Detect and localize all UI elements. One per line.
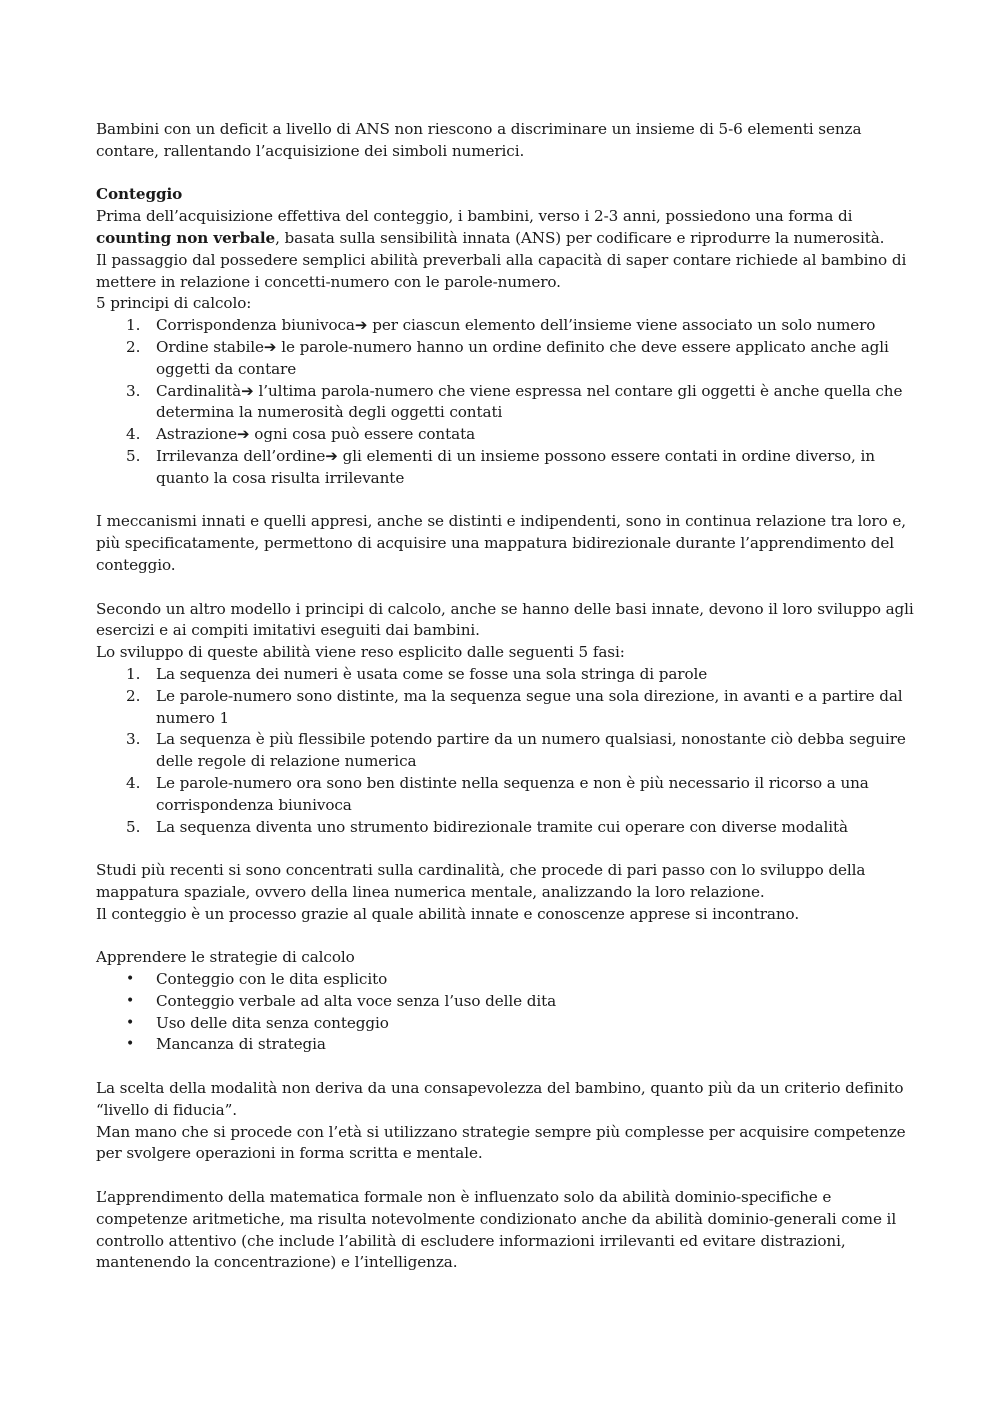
principi-list — [96, 315, 916, 489]
fasi-title: Lo sviluppo di queste abilità viene reso esplicito dalle seguenti 5 fasi: — [96, 643, 625, 662]
list-text: Astrazione➔ ogni cosa può essere contata — [156, 425, 476, 444]
list-text: Irrilevanza dell’ordine➔ gli elementi di un insieme possono essere contati in ordine diverso, in quanto la cosa risulta irrilevante — [156, 446, 875, 487]
paragraph-intro — [96, 206, 916, 250]
paragraph-scelta: La scelta della modalità non deriva da una consapevolezza del bambino, quanto più da un criterio definito “livello di fiducia”. — [96, 1079, 904, 1119]
list-number: 3. — [126, 381, 141, 400]
spacer — [96, 490, 916, 512]
fasi-list — [96, 664, 916, 838]
paragraph-studi: Studi più recenti si sono concentrati sulla cardinalità, che procede di pari passo con lo sviluppo della mappatura spaziale, ovvero della linea numerica mentale, analizzando la loro relazione. — [96, 861, 866, 901]
bullet-icon: • — [126, 971, 135, 988]
list-text: Le parole-numero ora sono ben distinte nella sequenza e non è più necessario il ricorso a una corrispondenza biunivoca — [156, 773, 869, 814]
list-text: Ordine stabile➔ le parole-numero hanno un ordine definito che deve essere applicato anche agli oggetti da contare — [156, 337, 889, 378]
list-item — [96, 315, 916, 337]
list-text: La sequenza dei numeri è usata come se fosse una sola stringa di parole — [156, 664, 708, 683]
paragraph-meccanismi: I meccanismi innati e quelli appresi, anche se distinti e indipendenti, sono in continua relazione tra loro e, più specificatamente, permettono di acquisire una mappatura bidirezionale durante l’apprendimento del conteggio. — [96, 512, 906, 574]
list-number: 2. — [126, 337, 141, 356]
list-number: 4. — [126, 425, 141, 444]
paragraph-modello: Secondo un altro modello i principi di calcolo, anche se hanno delle basi innate, devono il loro sviluppo agli esercizi e ai compiti imitativi eseguiti dai bambini. — [96, 599, 914, 640]
list-text: Cardinalità➔ l’ultima parola-numero che viene espressa nel contare gli oggetti è anche quella che determina la numerosità degli oggetti contati — [156, 381, 903, 422]
list-text: Le parole-numero sono distinte, ma la sequenza segue una sola direzione, in avanti e a partire dal numero 1 — [156, 686, 903, 727]
list-number: 3. — [126, 730, 141, 749]
section-heading-conteggio — [96, 184, 916, 206]
list-item — [96, 969, 916, 991]
paragraph-passaggio: Il passaggio dal possedere semplici abilità preverbali alla capacità di saper contare richiede al bambino di mettere in relazione i concetti-numero con le parole-numero. — [96, 250, 907, 291]
list-text: Conteggio con le dita esplicito — [156, 970, 388, 989]
list-number: 2. — [126, 686, 141, 705]
list-text: La sequenza è più flessibile potendo partire da un numero qualsiasi, nonostante ciò debba seguire delle regole di relazione numerica — [156, 730, 906, 771]
spacer — [96, 163, 916, 185]
heading-text: Conteggio — [96, 185, 183, 204]
list-number: 4. — [126, 773, 141, 792]
bullet-icon: • — [126, 992, 135, 1009]
list-item — [96, 1034, 916, 1056]
list-item — [96, 424, 916, 446]
list-number: 1. — [126, 316, 141, 335]
intro-text-a: Prima dell’acquisizione effettiva del conteggio, i bambini, verso i 2-3 anni, possiedono una forma di — [96, 207, 853, 226]
list-text: Mancanza di strategia — [156, 1035, 326, 1054]
paragraph-eta: Man mano che si procede con l’età si utilizzano strategie sempre più complesse per acquisire competenze per svolgere operazioni in forma scritta e mentale. — [96, 1122, 906, 1163]
spacer — [96, 925, 916, 947]
intro-bold-term: counting non verbale — [96, 228, 276, 247]
list-item — [96, 773, 916, 817]
list-number: 1. — [126, 664, 141, 683]
strategie-list — [96, 969, 916, 1056]
list-number: 5. — [126, 817, 141, 836]
spacer — [96, 1165, 916, 1187]
document-page — [96, 119, 916, 1274]
intro-text-b: , basata sulla sensibilità innata (ANS) per codificare e riprodurre la numerosità. — [275, 228, 885, 247]
list-item — [96, 991, 916, 1013]
spacer — [96, 838, 916, 860]
list-item — [96, 817, 916, 839]
principi-title: 5 principi di calcolo: — [96, 294, 252, 313]
list-item — [96, 446, 916, 490]
list-item — [96, 664, 916, 686]
list-text: Uso delle dita senza conteggio — [156, 1013, 389, 1032]
list-item — [96, 337, 916, 381]
list-number: 5. — [126, 446, 141, 465]
list-text: Conteggio verbale ad alta voce senza l’uso delle dita — [156, 991, 557, 1010]
paragraph-finale: L’apprendimento della matematica formale non è influenzato solo da abilità dominio-specifiche e competenze aritmetiche, ma risulta notevolmente condizionato anche da abilità dominio-generali come il controllo attentivo (che include l’abilità di escludere informazioni irrilevanti ed evitare distrazioni, mantenendo la concentrazione) e l’intelligenza. — [96, 1188, 897, 1272]
paragraph-ans-deficit: Bambini con un deficit a livello di ANS non riescono a discriminare un insieme di 5-6 elementi senza contare, rallentando l’acquisizione dei simboli numerici. — [96, 120, 862, 160]
list-text: La sequenza diventa uno strumento bidirezionale tramite cui operare con diverse modalità — [156, 817, 848, 836]
list-item — [96, 1013, 916, 1035]
paragraph-processo: Il conteggio è un processo grazie al quale abilità innate e conoscenze apprese si incontrano. — [96, 904, 800, 923]
list-item — [96, 381, 916, 425]
bullet-icon: • — [126, 1014, 135, 1031]
bullet-icon: • — [126, 1036, 135, 1053]
spacer — [96, 1056, 916, 1078]
list-text: Corrispondenza biunivoca➔ per ciascun elemento dell’insieme viene associato un solo numero — [156, 316, 876, 335]
list-item — [96, 686, 916, 730]
strategie-title: Apprendere le strategie di calcolo — [96, 948, 355, 967]
spacer — [96, 577, 916, 599]
list-item — [96, 729, 916, 773]
